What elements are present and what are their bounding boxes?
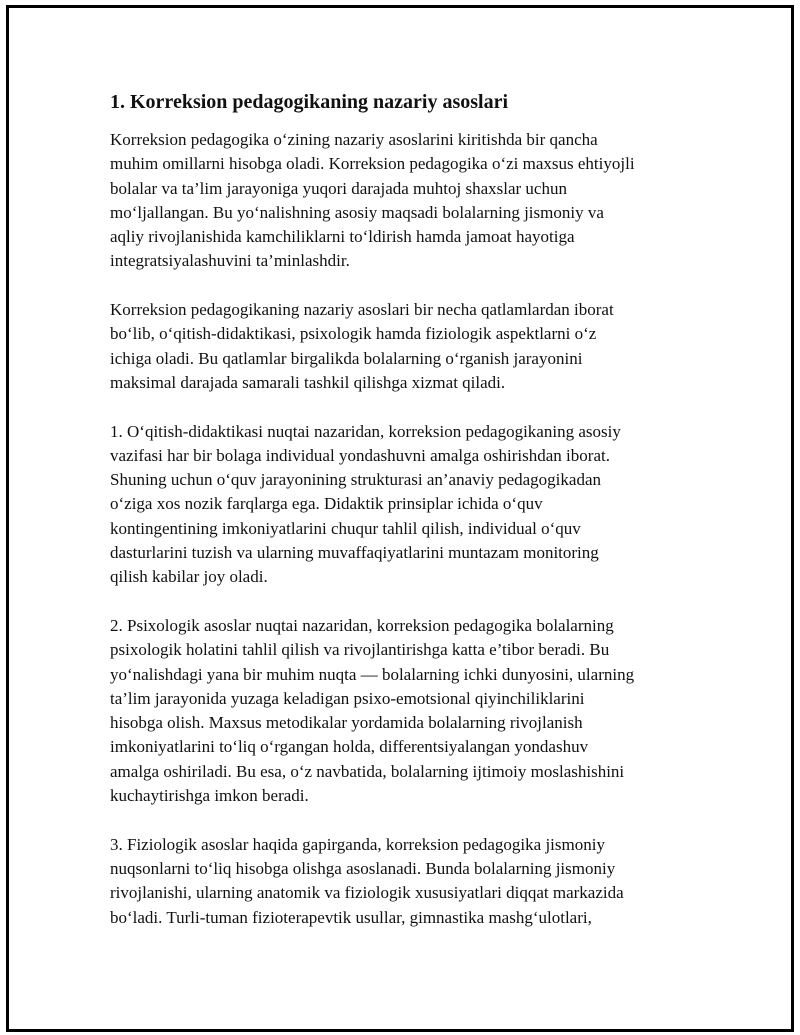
paragraph-physiology: 3. Fiziologik asoslar haqida gapirganda, korreksion pedagogika jismoniy nuqsonlarni to‘liq hisobga olishga asoslanadi. Bunda bolalarning jismoniy rivojlanishi, ularning anatomik va fiziologik xususiyatlari diqqat markazida bo‘ladi. Turli-tuman fizioterapevtik usullar, gimnastika mashg‘ulotlari,: [110, 834, 624, 927]
paragraph-intro: Korreksion pedagogika o‘zining nazariy asoslarini kiritishda bir qancha muhim omillarni hisobga oladi. Korreksion pedagogika o‘zi maxsus ehtiyojli bolalar va ta’lim jarayoniga yuqori darajada muhtoj shaxslar uchun mo‘ljallangan. Bu yo‘nalishning asosiy maqsadi bolalarning jismoniy va aqliy rivojlanishida kamchiliklarni to‘ldirish hamda jamoat hayotiga integratsiyalashuvini ta’minlashdir.: [110, 130, 635, 271]
paragraph-psychology: 2. Psixologik asoslar nuqtai nazaridan, korreksion pedagogika bolalarning psixologik holatini tahlil qilish va rivojlantirishga katta e’tibor beradi. Bu yo‘nalishdagi yana bir muhim nuqta — bolalarning ichki dunyosini, ularning ta’lim jarayonida yuzaga keladigan psixo-emotsional qiyinchiliklarini hisobga olish. Maxsus metodikalar yordamida bolalarning rivojlanish imkoniyatlarini to‘liq o‘rgangan holda, differentsiyalangan yondashuv amalga oshiriladi. Bu esa, o‘z navbatida, bolalarning ijtimoiy moslashishini kuchaytirishga imkon beradi.: [110, 615, 635, 806]
paragraph-layers: Korreksion pedagogikaning nazariy asoslari bir necha qatlamlardan iborat bo‘lib, o‘qitish-didaktikasi, psixologik hamda fiziologik aspektlarni o‘z ichiga oladi. Bu qatlamlar birgalikda bolalarning o‘rganish jarayonini maksimal darajada samarali tashkil qilishga xizmat qiladi.: [110, 300, 614, 392]
document-body: [110, 89, 690, 954]
paragraph-didactics: 1. O‘qitish-didaktikasi nuqtai nazaridan, korreksion pedagogikaning asosiy vazifasi har bir bolaga individual yondashuvni amalga oshirishdan iborat. Shuning uchun o‘quv jarayonining strukturasi an’anaviy pedagogikadan o‘ziga xos nozik farqlarga ega. Didaktik prinsiplar ichida o‘quv kontingentining imkoniyatlarini chuqur tahlil qilish, individual o‘quv dasturlarini tuzish va ularning muvaffaqiyatlarini muntazam monitoring qilish kabilar joy oladi.: [110, 421, 621, 587]
section-title: 1. Korreksion pedagogikaning nazariy asoslari: [110, 91, 509, 113]
